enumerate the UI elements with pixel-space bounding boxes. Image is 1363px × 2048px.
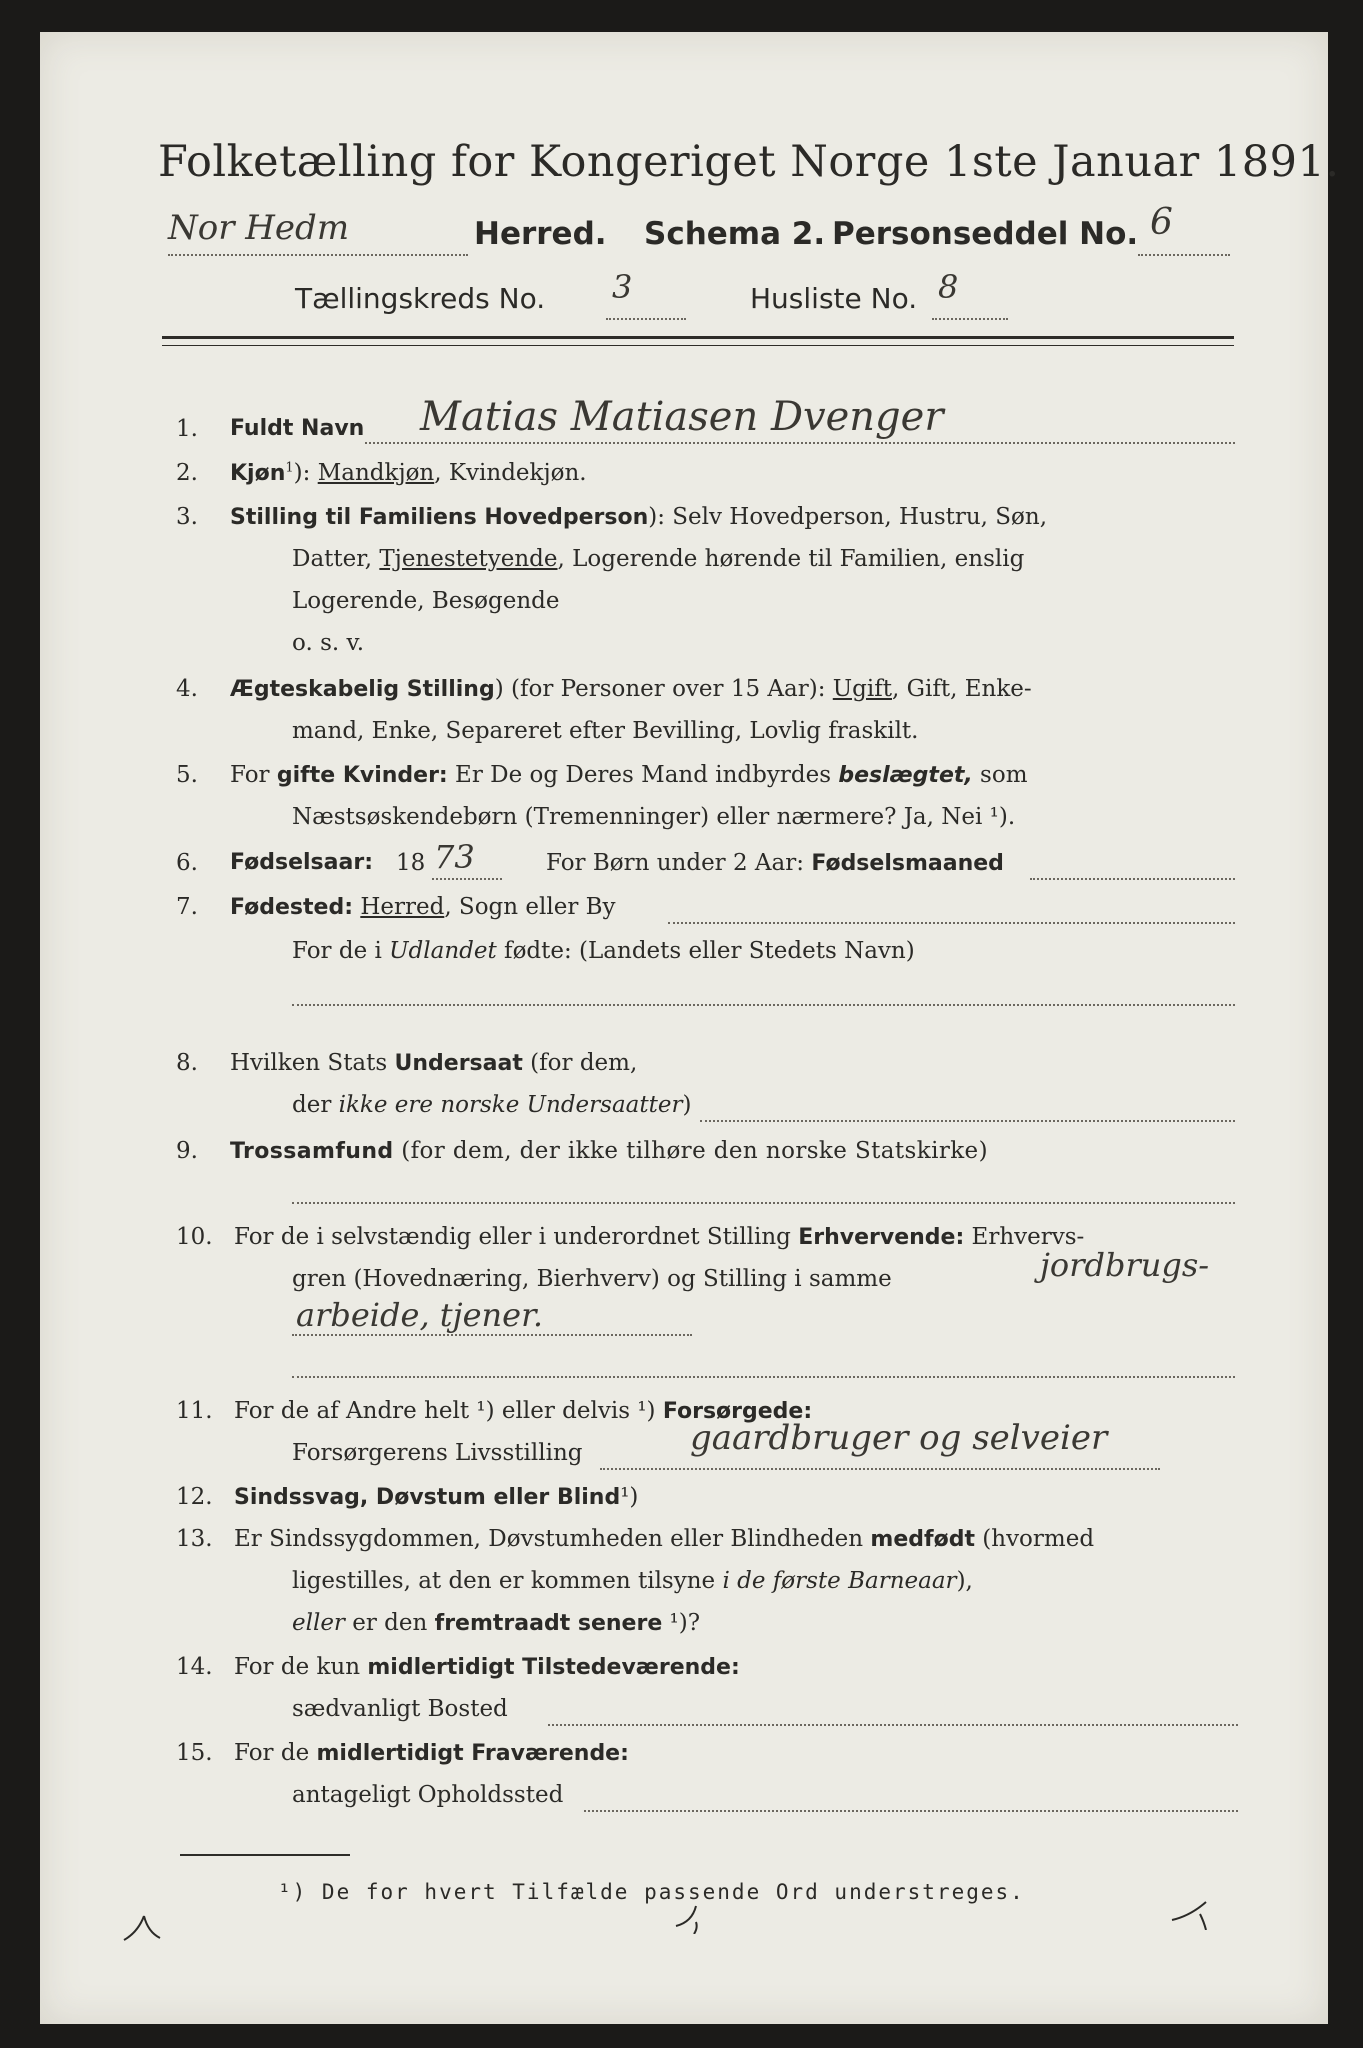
- item-8-line2-pre: der: [292, 1092, 339, 1118]
- herred-label: Herred.: [474, 216, 607, 252]
- item-8-line: [700, 1120, 1235, 1122]
- item-3-line3: Logerende, Besøgende: [292, 588, 560, 614]
- item-2-rest: ):: [293, 460, 318, 486]
- item-15-pre: For de: [234, 1740, 317, 1766]
- item-4-underlined: Ugift: [832, 676, 892, 702]
- item-12-label: Sindssvag, Døvstum eller Blind: [234, 1485, 621, 1510]
- registration-mark-center: [672, 1904, 712, 1934]
- item-15-line1: [234, 1740, 629, 1766]
- item-10-value1: jordbrugs-: [1040, 1246, 1210, 1284]
- item-13-line2-pre: ligestilles, at den er kommen tilsyne: [292, 1568, 723, 1594]
- item-13-line1: [234, 1526, 1094, 1552]
- item-5-label: gifte Kvinder:: [276, 763, 448, 788]
- item-2-text: [230, 460, 587, 486]
- herred-dotted-line: [168, 254, 468, 256]
- item-7-number: 7.: [176, 894, 198, 920]
- registration-mark-right: [1170, 1900, 1210, 1930]
- header-rule-top: [162, 336, 1234, 339]
- item-13-tail: (hvormed: [974, 1526, 1095, 1552]
- herred-value: Nor Hedm: [168, 208, 350, 248]
- item-7-tail: , Sogn eller By: [444, 894, 616, 920]
- item-13-line3-italic: eller: [292, 1610, 345, 1636]
- item-6-label2: Fødselsmaaned: [811, 851, 1004, 876]
- item-9-rest: (for dem, der ikke tilhøre den norske Statskirke): [393, 1138, 988, 1164]
- census-form-page: [40, 32, 1340, 2024]
- item-10-line1: [234, 1224, 1084, 1250]
- item-13-number: 13.: [176, 1526, 213, 1552]
- item-8-pre: Hvilken Stats: [230, 1050, 395, 1076]
- item-2-number: 2.: [176, 460, 198, 486]
- item-10-tail: Erhvervs-: [964, 1224, 1085, 1250]
- item-7-label: Fødested:: [230, 895, 353, 920]
- registration-mark-left: [122, 1912, 162, 1942]
- item-10-line2: gren (Hovednæring, Bierhverv) og Stilling i samme: [292, 1266, 892, 1292]
- item-13-line3: [292, 1610, 700, 1636]
- item-3-line2: [292, 546, 1024, 572]
- kreds-dotted-line: [606, 318, 686, 320]
- item-5-pre: For: [230, 762, 277, 788]
- item-4-rest: ) (for Personer over 15 Aar):: [494, 676, 833, 702]
- item-12-rest: ¹): [620, 1484, 639, 1510]
- item-11-value: gaardbruger og selveier: [690, 1418, 1108, 1458]
- item-7-blank-line: [292, 1004, 1235, 1006]
- item-15-number: 15.: [176, 1740, 213, 1766]
- item-8-line2-post: ): [682, 1092, 692, 1118]
- item-5-tail: som: [972, 762, 1028, 788]
- item-3-rest: ): Selv Hovedperson, Hustru, Søn,: [648, 504, 1048, 530]
- item-3-line2-pre: Datter,: [292, 546, 380, 572]
- item-15-line2: antageligt Opholdssted: [292, 1782, 564, 1808]
- item-7-underlined: Herred: [360, 894, 445, 920]
- item-3-line1: [230, 504, 1047, 530]
- item-5-number: 5.: [176, 762, 198, 788]
- item-15-line: [584, 1810, 1238, 1812]
- item-12-line1: [234, 1484, 638, 1510]
- item-13-label: medfødt: [870, 1527, 975, 1552]
- item-10-label: Erhvervende:: [798, 1225, 965, 1250]
- footnote-rule: [180, 1854, 350, 1856]
- item-4-tail: , Gift, Enke-: [892, 676, 1032, 702]
- item-6-year-line: [432, 878, 502, 880]
- item-13-pre: Er Sindssygdommen, Døvstumheden eller Blindheden: [234, 1526, 871, 1552]
- item-1-value: Matias Matiasen Dvenger: [420, 394, 944, 440]
- item-13-line2: [292, 1568, 973, 1594]
- item-5-line1: [230, 762, 1028, 788]
- item-6-year-prefix: 18: [396, 850, 426, 876]
- item-5-rest: Er De og Deres Mand indbyrdes: [447, 762, 839, 788]
- item-6-mid: For Børn under 2 Aar:: [546, 850, 812, 876]
- personseddel-value: 6: [1150, 202, 1173, 243]
- item-4-line1: [230, 676, 1032, 702]
- item-14-line: [548, 1724, 1238, 1726]
- item-8-line2: [292, 1092, 691, 1118]
- husliste-value: 8: [938, 268, 959, 306]
- item-7-italic: Udlandet: [389, 938, 497, 964]
- header-rule-bottom: [162, 345, 1234, 346]
- kreds-value: 3: [612, 268, 633, 306]
- item-2-sup: 1: [285, 460, 294, 476]
- item-13-italic: i de første Barneaar: [722, 1568, 957, 1594]
- item-3-label: Stilling til Familiens Hovedperson: [230, 505, 649, 530]
- item-13-line3-bold: fremtraadt senere: [434, 1611, 663, 1636]
- footnote: ¹) De for hvert Tilfælde passende Ord understreges.: [278, 1880, 1025, 1904]
- item-15-label: midlertidigt Fraværende:: [316, 1741, 629, 1766]
- item-14-line2: sædvanligt Bosted: [292, 1696, 508, 1722]
- item-6-number: 6.: [176, 850, 198, 876]
- form-title: Folketælling for Kongeriget Norge 1ste Januar 1891.: [158, 137, 1340, 187]
- item-4-number: 4.: [176, 676, 198, 702]
- item-6-label: Fødselsaar:: [230, 850, 373, 875]
- item-8-rest: (for dem,: [522, 1050, 638, 1076]
- kreds-label: Tællingskreds No.: [295, 282, 546, 315]
- item-11-line2: Forsørgerens Livsstilling: [292, 1440, 583, 1466]
- item-6-month-line: [1030, 878, 1235, 880]
- item-13-line3-pre: er den: [344, 1610, 435, 1636]
- item-13-line2-post: ),: [956, 1568, 973, 1594]
- item-2-label: Kjøn: [230, 461, 286, 486]
- item-4-label: Ægteskabelig Stilling: [230, 677, 495, 702]
- item-7-line1: [230, 894, 616, 920]
- item-9-label: Trossamfund: [230, 1139, 394, 1164]
- item-1-number: 1.: [176, 416, 198, 442]
- item-7-line2-post: fødte: (Landets eller Stedets Navn): [496, 938, 915, 964]
- item-9-blank-line: [292, 1202, 1235, 1204]
- item-11-number: 11.: [176, 1398, 213, 1424]
- item-14-label: midlertidigt Tilstedeværende:: [367, 1655, 740, 1680]
- item-2-underlined: Mandkjøn: [317, 460, 435, 486]
- item-5-italic: beslægtet,: [838, 763, 973, 788]
- item-7-line2-pre: For de i: [292, 938, 390, 964]
- item-10-pre: For de i selvstændig eller i underordnet Stilling: [234, 1224, 799, 1250]
- item-10-value-line: [292, 1334, 692, 1336]
- item-11-pre: For de af Andre helt ¹) eller delvis ¹): [234, 1398, 663, 1424]
- item-8-italic: ikke ere norske Undersaatter: [338, 1092, 683, 1118]
- item-2-tail: , Kvindekjøn.: [434, 460, 587, 486]
- item-8-label: Undersaat: [394, 1051, 523, 1076]
- item-11-line: [600, 1468, 1160, 1470]
- item-10-blank-line: [292, 1376, 1235, 1378]
- item-7-line2: [292, 938, 915, 964]
- item-10-number: 10.: [176, 1224, 213, 1250]
- item-1-line: [365, 442, 1235, 444]
- item-3-underlined: Tjenestetyende: [379, 546, 558, 572]
- item-3-line2-post: , Logerende hørende til Familien, enslig: [557, 546, 1025, 572]
- personseddel-dotted-line: [1138, 254, 1230, 256]
- item-12-number: 12.: [176, 1484, 213, 1510]
- item-9-line1: [230, 1138, 988, 1164]
- item-6-mid-text: [546, 850, 1004, 876]
- item-8-line1: [230, 1050, 637, 1076]
- husliste-label: Husliste No.: [750, 282, 918, 315]
- item-8-number: 8.: [176, 1050, 198, 1076]
- item-5-line2: Næstsøskendebørn (Tremenninger) eller nærmere? Ja, Nei ¹).: [292, 804, 1016, 830]
- item-3-number: 3.: [176, 504, 198, 530]
- personseddel-label: Personseddel No.: [832, 216, 1139, 252]
- item-14-line1: [234, 1654, 740, 1680]
- item-13-line3-post: ¹)?: [662, 1610, 701, 1636]
- item-1-label: Fuldt Navn: [230, 416, 365, 441]
- item-11-label: Forsørgede:: [662, 1399, 813, 1424]
- item-14-number: 14.: [176, 1654, 213, 1680]
- husliste-dotted-line: [932, 318, 1008, 320]
- item-3-line4: o. s. v.: [292, 630, 365, 656]
- item-9-number: 9.: [176, 1138, 198, 1164]
- item-10-value2: arbeide, tjener.: [296, 1296, 544, 1334]
- item-7-line: [668, 922, 1235, 924]
- item-14-pre: For de kun: [234, 1654, 368, 1680]
- item-4-line2: mand, Enke, Separeret efter Bevilling, Lovlig fraskilt.: [292, 718, 919, 744]
- schema-label: Schema 2.: [644, 216, 826, 252]
- item-6-year-value: 73: [434, 838, 475, 876]
